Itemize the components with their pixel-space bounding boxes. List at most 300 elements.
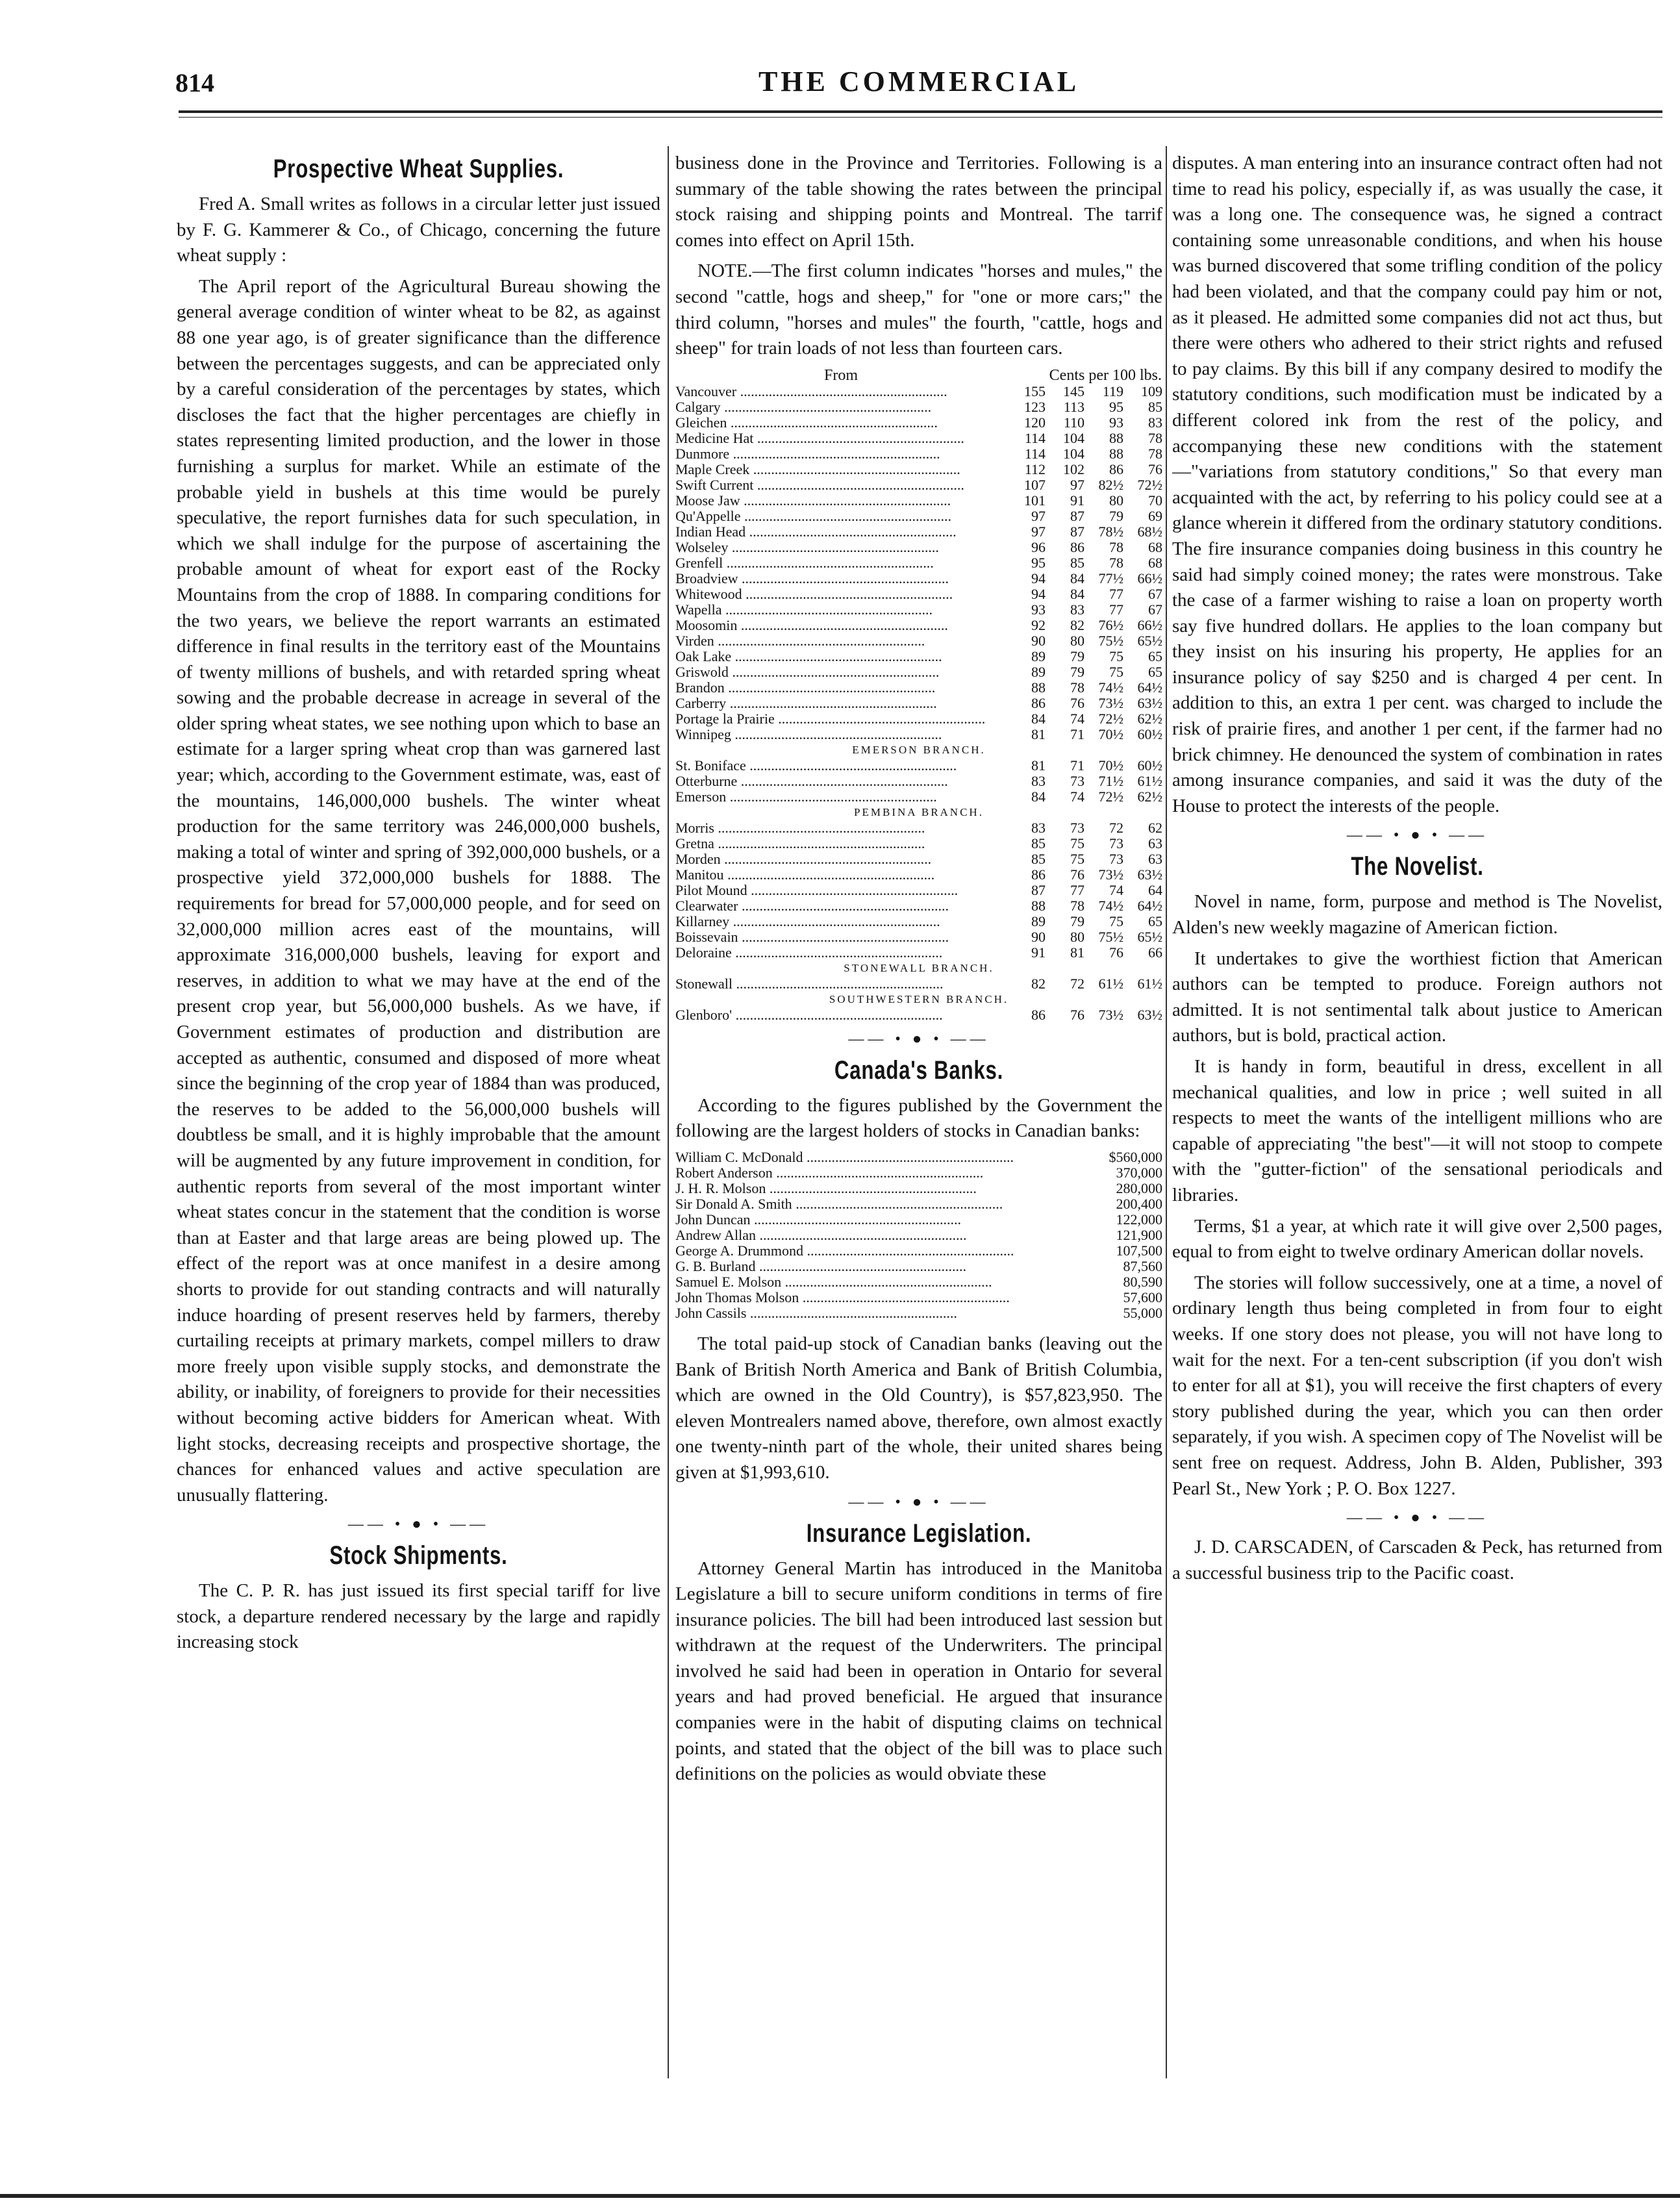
table-row (675, 945, 1162, 961)
table-row (675, 524, 1162, 540)
table-cell-value: 63½ (1137, 866, 1162, 883)
table-row (675, 680, 1162, 696)
table-cell-value: 80 (1070, 632, 1084, 649)
table-row (675, 415, 1162, 431)
table-cell-value: 76½ (1098, 616, 1123, 633)
table-cell-value: 68 (1148, 538, 1162, 555)
table-cell-name: William C. McDonald ..... (675, 1150, 1084, 1165)
paragraph: According to the figures published by the Government the following are the largest holders of stocks in Canadian banks: (675, 1094, 1162, 1142)
table-cell-value: 122,000 (1116, 1211, 1162, 1228)
table-row (675, 399, 1162, 415)
table-cell-value: 114 (1024, 445, 1046, 462)
table-cell-value: 61½ (1098, 975, 1123, 992)
table-cell-name: Morden ..... (675, 851, 1007, 867)
table-row (675, 820, 1162, 836)
table-cell-value: 87 (1070, 523, 1084, 540)
table-cell-name: Carberry ..... (675, 696, 1007, 711)
table-cell-value: 79 (1070, 913, 1084, 929)
table-cell-name: Stonewall ..... (675, 976, 1007, 992)
table-cell-value: 64½ (1137, 679, 1162, 696)
table-cell-value: 84 (1070, 570, 1084, 586)
branch-heading: SOUTHWESTERN BRANCH. (829, 992, 1009, 1005)
table-cell-value: 73 (1109, 835, 1123, 851)
table-cell-value: 370,000 (1116, 1164, 1162, 1181)
table-cell-name: Samuel E. Molson ..... (675, 1274, 1084, 1290)
table-cell-value: 91 (1070, 492, 1084, 509)
table-cell-name: John Cassils ..... (675, 1305, 1084, 1321)
table-cell-value: 76 (1070, 866, 1084, 883)
table-cell-value: 57,600 (1123, 1289, 1162, 1305)
table-cell-name: Andrew Allan ..... (675, 1228, 1084, 1243)
table-cell-value: 83 (1031, 819, 1046, 836)
table-cell-value: 104 (1063, 445, 1084, 462)
table-cell-value: 85 (1070, 554, 1084, 571)
table-cell-name: Sir Donald A. Smith ..... (675, 1196, 1084, 1212)
table-cell-value: 75 (1070, 835, 1084, 851)
table-cell-value: 93 (1109, 414, 1123, 431)
paragraph: J. D. CARSCADEN, of Carscaden & Peck, has returned from a successful business trip to the Pacific coast. (1172, 1537, 1662, 1583)
table-row (675, 540, 1162, 555)
table-cell-value: 55,000 (1123, 1304, 1162, 1321)
table-cell-value: 63½ (1137, 1006, 1162, 1023)
table-cell-value: 70½ (1098, 757, 1123, 774)
table-cell-name: Gleichen ..... (675, 415, 1007, 431)
table-cell-value: 90 (1031, 632, 1046, 649)
table-cell-value: 77 (1109, 585, 1123, 602)
table-cell-value: 123 (1024, 398, 1046, 415)
table-cell-value: 71 (1070, 725, 1084, 742)
section-ornament: —— • ● • —— (848, 1493, 990, 1511)
table-cell-value: 84 (1031, 788, 1046, 805)
branch-heading: STONEWALL BRANCH. (844, 961, 994, 974)
table-cell-value: 72 (1070, 975, 1084, 992)
table-row (675, 477, 1162, 493)
table-cell-value: 70½ (1098, 725, 1123, 742)
table-cell-name: St. Boniface ..... (675, 758, 1007, 774)
table-cell-value: 86 (1031, 866, 1046, 883)
table-cell-value: 67 (1148, 585, 1162, 602)
table-cell-value: 75 (1109, 913, 1123, 929)
table-cell-value: 121,900 (1116, 1226, 1162, 1243)
table-row (675, 1196, 1162, 1212)
table-cell-value: 77½ (1098, 570, 1123, 586)
header-from: From (823, 366, 858, 384)
table-cell-value: 66½ (1137, 616, 1162, 633)
table-row (675, 384, 1162, 399)
table-cell-name: Clearwater ..... (675, 898, 1007, 914)
table-cell-value: 82 (1070, 616, 1084, 633)
table-cell-name: Moosomin ..... (675, 618, 1007, 633)
table-cell-value: 78 (1070, 897, 1084, 914)
table-cell-name: Killarney ..... (675, 914, 1007, 929)
table-cell-value: 78 (1109, 538, 1123, 555)
table-cell-value: 64 (1148, 881, 1162, 898)
table-cell-value: 107 (1024, 476, 1046, 493)
table-row (675, 571, 1162, 586)
table-cell-value: 60½ (1137, 725, 1162, 742)
table-cell-name: Qu'Appelle ..... (675, 509, 1007, 524)
table-cell-value: 104 (1063, 429, 1084, 446)
table-row (675, 914, 1162, 929)
table-cell-value: 72½ (1098, 710, 1123, 727)
table-cell-name: Gretna ..... (675, 836, 1007, 851)
table-row (675, 1181, 1162, 1196)
table-cell-value: 76 (1070, 694, 1084, 711)
table-cell-value: 77 (1109, 601, 1123, 618)
header-rule-thin (179, 117, 1662, 118)
table-row (675, 696, 1162, 711)
table-cell-value: 78 (1148, 429, 1162, 446)
table-cell-name: John Thomas Molson ..... (675, 1290, 1084, 1305)
table-cell-name: Morris ..... (675, 820, 1007, 836)
table-cell-value: 88 (1031, 897, 1046, 914)
table-cell-value: 75 (1109, 648, 1123, 664)
article-title: Canada's Banks. (834, 1055, 1004, 1085)
table-cell-value: 84 (1031, 710, 1046, 727)
table-row (675, 1305, 1162, 1321)
table-row (675, 1259, 1162, 1274)
table-cell-value: 85 (1031, 835, 1046, 851)
rates-header (675, 367, 1162, 384)
table-cell-value: 74 (1109, 881, 1123, 898)
table-cell-name: G. B. Burland ..... (675, 1259, 1084, 1274)
table-cell-value: 65 (1148, 913, 1162, 929)
table-cell-name: Vancouver ..... (675, 384, 1007, 399)
table-cell-value: 120 (1024, 414, 1046, 431)
table-cell-value: 76 (1070, 1006, 1084, 1023)
table-row (675, 1228, 1162, 1243)
table-cell-value: 78 (1070, 679, 1084, 696)
table-cell-value: 88 (1109, 445, 1123, 462)
table-cell-value: 61½ (1137, 772, 1162, 789)
table-cell-value: 78 (1109, 554, 1123, 571)
table-row (675, 1150, 1162, 1165)
header-cents: Cents per 100 lbs. (1049, 366, 1162, 384)
table-cell-name: Deloraine ..... (675, 945, 1007, 961)
table-cell-name: Winnipeg ..... (675, 727, 1007, 742)
page-header (175, 65, 1662, 104)
table-cell-value: 83 (1070, 601, 1084, 618)
table-cell-name: Griswold ..... (675, 664, 1007, 680)
holders-table (675, 1150, 1162, 1321)
table-cell-value: 68½ (1137, 523, 1162, 540)
table-cell-name: Whitewood ..... (675, 586, 1007, 602)
table-cell-name: Portage la Prairie ..... (675, 711, 1007, 727)
table-row (675, 851, 1162, 867)
table-cell-value: 76 (1148, 460, 1162, 477)
table-cell-value: 86 (1109, 460, 1123, 477)
table-cell-value: 63½ (1137, 694, 1162, 711)
table-cell-name: Robert Anderson ..... (675, 1165, 1084, 1181)
table-cell-name: Otterburne ..... (675, 774, 1007, 789)
table-cell-value: 155 (1024, 383, 1046, 399)
table-row (675, 898, 1162, 914)
table-row (675, 431, 1162, 446)
table-cell-name: Boissevain ..... (675, 929, 1007, 945)
bottom-rule (0, 2194, 1680, 2198)
table-cell-value: 65½ (1137, 928, 1162, 945)
table-cell-value: 72½ (1137, 476, 1162, 493)
table-cell-value: 62½ (1137, 788, 1162, 805)
table-cell-value: 73 (1070, 772, 1084, 789)
table-cell-value: 72 (1109, 819, 1123, 836)
table-cell-value: 145 (1063, 383, 1084, 399)
table-cell-value: 75½ (1098, 632, 1123, 649)
table-cell-value: 79 (1109, 507, 1123, 524)
header-rule (179, 110, 1662, 113)
table-cell-name: Virden ..... (675, 633, 1007, 649)
table-cell-value: 85 (1148, 398, 1162, 415)
section-ornament: —— • ● • —— (1346, 827, 1488, 844)
table-cell-value: 86 (1070, 538, 1084, 555)
section-ornament: —— • ● • —— (848, 1030, 990, 1048)
paragraph: disputes. A man entering into an insurance contract often had not time to read his policy, especially if, as was usually the case, it was a long one. The consequence was, he signed a contract containing some unreasonable conditions, and when his house was burned discovered that some trifling condition of the policy had been violated, and that the company could pay him or not, as it pleased. He admitted some companies did not act thus, but there were others who adhered to their strict rights and refused to pay claims. By this bill if any company desired to modify the statutory conditions, such modification must be indicated by a different colored ink from the rest of the policy, and accompanying these new conditions with the statement—"variations from statutory conditions," So that every man acquainted with the act, by referring to his policy could see at a glance wherein it differed from the ordinary statutory conditions. The fire insurance companies doing business in this country he said had simply coined money; the rates were monstrous. Take the case of a farmer wishing to raise a loan on property worth say five hundred dollars. He applies to the loan company but they insist on his insuring his property, He applies for an insurance policy of say $250 and is charged 4 per cent. In addition to this, an extra 1 per cent. was charged to include the risk of prairie fires, and another 1 per cent, if the farmer had no brick chimney. He denounced the system of combination in rates among insurance companies, and said it was the duty of the House to protect the interests of the people. (1172, 153, 1662, 816)
article-title: The Novelist. (1351, 852, 1484, 881)
table-cell-value: 74 (1070, 788, 1084, 805)
table-cell-name: Wolseley ..... (675, 540, 1007, 555)
table-cell-value: 84 (1070, 585, 1084, 602)
section-ornament: —— • ● • —— (1346, 1509, 1488, 1527)
table-cell-value: 89 (1031, 648, 1046, 664)
table-cell-value: 94 (1031, 570, 1046, 586)
table-cell-value: 80,590 (1123, 1273, 1162, 1290)
table-cell-value: 75 (1070, 850, 1084, 867)
table-cell-value: 74 (1070, 710, 1084, 727)
table-cell-name: Emerson ..... (675, 789, 1007, 805)
table-cell-value: 95 (1109, 398, 1123, 415)
table-cell-value: 61½ (1137, 975, 1162, 992)
article-title: Insurance Legislation. (806, 1518, 1032, 1548)
paragraph: It is handy in form, beautiful in dress, excellent in all mechanical qualities, and low in price ; well suited in all respects to meet the wants of the intelligent millions who are capable of appreciating "the best"—it will not stoop to compete with the "gutter-fiction" of the sensational periodicals and libraries. (1172, 1056, 1662, 1205)
table-cell-value: 66½ (1137, 570, 1162, 586)
table-cell-name: Maple Creek ..... (675, 462, 1007, 477)
table-row (675, 1165, 1162, 1181)
table-cell-value: 81 (1031, 725, 1046, 742)
table-cell-name: George A. Drummond ..... (675, 1243, 1084, 1259)
table-cell-value: 76 (1109, 944, 1123, 961)
table-row (675, 867, 1162, 883)
table-cell-value: 86 (1031, 694, 1046, 711)
table-cell-value: 66 (1148, 944, 1162, 961)
table-cell-value: 94 (1031, 585, 1046, 602)
table-cell-value: 62 (1148, 819, 1162, 836)
table-cell-value: 87 (1070, 507, 1084, 524)
table-cell-value: 97 (1031, 523, 1046, 540)
column-3 (1172, 151, 1662, 1591)
table-cell-value: 73 (1070, 819, 1084, 836)
table-cell-value: 60½ (1137, 757, 1162, 774)
column-1 (177, 151, 660, 1661)
table-cell-value: 73½ (1098, 694, 1123, 711)
table-cell-value: 75 (1109, 663, 1123, 680)
table-cell-value: 78½ (1098, 523, 1123, 540)
paragraph: The April report of the Agricultural Bureau showing the general average condition of winter wheat to be 82, as against 88 one year ago, is of greater significance than the difference between the percentages suggests, and can be appreciated only by a careful consideration of the percentages by states, which discloses the fact that the higher percentages are chiefly in states representing limited production, and the lower in those furnishing a surplus for market. While an estimate of the probable yield in bushels at this time would be purely speculative, the report furnishes data for such speculation, in which we shall indulge for the purpose of ascertaining the probable amount of wheat for export east of the Rocky Mountains from the crop of 1888. In comparing conditions for the two years, we believe the report warrants an estimated difference in final results in the territory east of the Mountains of twenty millions of bushels, and with retarded spring wheat sowing and the probable decrease in acreage in several of the older spring wheat states, we see nothing upon which to base an estimate for a larger spring wheat crop than was garnered last year; which, according to the Government estimate, was, east of the mountains, 146,000,000 bushels. The winter wheat production for the same territory was 246,000,000 bushels, making a total of winter and spring of 392,000,000 bushels, or a prospective yield 372,000,000 bushels for 1888. The requirements for bread for 57,000,000 people, and for seed on 32,000,000 million acres east of the mountains, will approximate 316,000,000 bushels, leaving for export and reserves, in addition to what we may have at the end of the present crop year, but 56,000,000 bushels. As we have, if Government estimates of production and distribution are accepted as authentic, consumed and disposed of more wheat since the beginning of the crop year of 1884 than was produced, the reserves to be added to the 56,000,000 bushels will doubtless be small, and it is highly improbable that the amount will be augmented by any future improvement in condition, for authentic reports from several of the most important winter wheat states concur in the statement that the condition is worse than at Easter and that large areas are being plowed up. The effect of the report was at once manifest in a desire among shorts to provide for out standing contracts and will naturally induce hoarding of present reserves held by farmers, thereby curtailing receipts at primary markets, compel millers to draw more freely upon visible supply stocks, and demonstrate the ability, or inability, of foreigners to provide for their necessities without becoming active bidders for American wheat. With light stocks, decreasing receipts and prospective shortage, the chances for enhanced values and active speculation are unusually flattering. (177, 275, 660, 1506)
table-cell-value: 90 (1031, 928, 1046, 945)
table-cell-value: 89 (1031, 663, 1046, 680)
table-row (675, 493, 1162, 509)
table-cell-name: Moose Jaw ..... (675, 493, 1007, 509)
table-cell-name: Indian Head ..... (675, 524, 1007, 540)
table-cell-value: 68 (1148, 554, 1162, 571)
table-row (675, 649, 1162, 664)
table-cell-value: 97 (1031, 507, 1046, 524)
table-cell-value: 71 (1070, 757, 1084, 774)
table-cell-value: 89 (1031, 913, 1046, 929)
table-cell-value: 280,000 (1116, 1179, 1162, 1196)
table-row (675, 664, 1162, 680)
table-cell-value: 82 (1031, 975, 1046, 992)
table-cell-value: 71½ (1098, 772, 1123, 789)
table-cell-value: 73½ (1098, 866, 1123, 883)
table-row (675, 633, 1162, 649)
table-cell-value: 74½ (1098, 679, 1123, 696)
paragraph: The stories will follow successively, one at a time, a novel of ordinary length thus being completed in from four to eight weeks. If one story does not please, you will not have long to wait for the next. For a ten-cent subscription (if you don't wish to enter for all at $1), you will receive the first chapters of every story published during the year, which you can then order separately, if you wish. A specimen copy of The Novelist will be sent free on request. Address, John B. Alden, Publisher, 393 Pearl St., New York ; P. O. Box 1227. (1172, 1272, 1662, 1499)
table-row (675, 883, 1162, 898)
table-cell-value: 72½ (1098, 788, 1123, 805)
table-row (675, 789, 1162, 805)
table-row (675, 602, 1162, 618)
table-cell-value: 109 (1141, 383, 1162, 399)
table-cell-value: 78 (1148, 445, 1162, 462)
table-row (675, 1007, 1162, 1023)
table-cell-value: 88 (1109, 429, 1123, 446)
table-cell-value: $560,000 (1109, 1148, 1162, 1165)
table-cell-value: 85 (1031, 850, 1046, 867)
table-cell-name: Calgary ..... (675, 399, 1007, 415)
table-cell-value: 81 (1031, 757, 1046, 774)
table-cell-value: 74½ (1098, 897, 1123, 914)
paragraph: The total paid-up stock of Canadian banks (leaving out the Bank of British North America and Bank of British Columbia, which are owned in the Old Country), is $57,823,950. The eleven Montrealers named above, therefore, own almost exactly one twenty-ninth part of the whole, their united shares being given at $1,993,610. (675, 1333, 1162, 1483)
section-ornament: —— • ● • —— (347, 1516, 490, 1533)
table-cell-value: 83 (1031, 772, 1046, 789)
table-cell-value: 73 (1109, 850, 1123, 867)
table-cell-value: 63 (1148, 850, 1162, 867)
table-cell-value: 79 (1070, 648, 1084, 664)
rates-table (675, 367, 1162, 1023)
table-row (675, 509, 1162, 524)
table-row (675, 711, 1162, 727)
table-cell-value: 64½ (1137, 897, 1162, 914)
table-row (675, 462, 1162, 477)
table-cell-name: Grenfell ..... (675, 555, 1007, 571)
page-number: 814 (175, 68, 214, 97)
table-row (675, 1243, 1162, 1259)
table-cell-value: 114 (1024, 429, 1046, 446)
table-row (675, 727, 1162, 742)
table-cell-value: 65½ (1137, 632, 1162, 649)
table-row (675, 774, 1162, 789)
table-cell-value: 82½ (1098, 476, 1123, 493)
branch-heading: EMERSON BRANCH. (852, 743, 986, 756)
table-cell-value: 91 (1031, 944, 1046, 961)
table-cell-value: 92 (1031, 616, 1046, 633)
table-cell-name: John Duncan ..... (675, 1212, 1084, 1228)
paragraph: Fred A. Small writes as follows in a circular letter just issued by F. G. Kammerer & Co., of Chicago, concerning the future wheat supply : (177, 194, 660, 266)
table-cell-value: 67 (1148, 601, 1162, 618)
table-cell-value: 96 (1031, 538, 1046, 555)
table-cell-value: 73½ (1098, 1006, 1123, 1023)
paragraph: It undertakes to give the worthiest fiction that American authors can be tempted to produce. Foreign authors not admitted. It is not sentimental talk about justice to American authors, but is bold, practical action. (1172, 948, 1662, 1046)
table-row (675, 836, 1162, 851)
table-cell-value: 65 (1148, 663, 1162, 680)
table-row (675, 1290, 1162, 1305)
table-cell-value: 110 (1063, 414, 1084, 431)
table-cell-value: 200,400 (1116, 1195, 1162, 1212)
table-row (675, 446, 1162, 462)
column-divider (1166, 146, 1167, 2078)
column-divider (668, 146, 669, 2078)
table-cell-name: Swift Current ..... (675, 477, 1007, 493)
table-cell-value: 101 (1024, 492, 1046, 509)
table-row (675, 586, 1162, 602)
table-row (675, 1274, 1162, 1290)
table-cell-value: 102 (1063, 460, 1084, 477)
table-cell-name: Pilot Mound ..... (675, 883, 1007, 898)
table-cell-value: 97 (1070, 476, 1084, 493)
masthead-title: THE COMMERCIAL (758, 66, 1080, 97)
branch-heading: PEMBINA BRANCH. (854, 805, 984, 818)
table-row (675, 976, 1162, 992)
table-cell-name: Oak Lake ..... (675, 649, 1007, 664)
table-cell-value: 70 (1148, 492, 1162, 509)
paragraph: The C. P. R. has just issued its first special tariff for live stock, a departure rendered necessary by the large and rapidly increasing stock (177, 1580, 660, 1653)
table-cell-value: 81 (1070, 944, 1084, 961)
table-cell-value: 119 (1102, 383, 1123, 399)
table-cell-name: Broadview ..... (675, 571, 1007, 586)
article-title: Prospective Wheat Supplies. (273, 155, 564, 183)
table-cell-value: 86 (1031, 1006, 1046, 1023)
table-cell-value: 113 (1063, 398, 1084, 415)
paragraph: Novel in name, form, purpose and method is The Novelist, Alden's new weekly magazine of American fiction. (1172, 891, 1662, 939)
table-cell-value: 79 (1070, 663, 1084, 680)
table-cell-value: 87,560 (1123, 1257, 1162, 1274)
table-cell-value: 112 (1024, 460, 1046, 477)
table-cell-value: 63 (1148, 835, 1162, 851)
paragraph: Attorney General Martin has introduced in the Manitoba Legislature a bill to secure uniform conditions in terms of fire insurance policies. The bill had been introduced last session but withdrawn at the request of the Underwriters. The principal involved he said had been in operation in Ontario for several years and had proved beneficial. He argued that insurance companies were in the habit of disputing claims on technical points, and stated that the object of the bill was to place such definitions on the policies as would obviate these (675, 1557, 1162, 1785)
table-cell-value: 107,500 (1116, 1242, 1162, 1259)
table-cell-name: Manitou ..... (675, 867, 1007, 883)
table-cell-name: Wapella ..... (675, 602, 1007, 618)
table-cell-name: Dunmore ..... (675, 446, 1007, 462)
table-cell-value: 80 (1109, 492, 1123, 509)
table-cell-value: 75½ (1098, 928, 1123, 945)
table-cell-name: Brandon ..... (675, 680, 1007, 696)
paragraph: Terms, $1 a year, at which rate it will give over 2,500 pages, equal to from eight to twelve ordinary American dollar novels. (1172, 1215, 1662, 1263)
table-row (675, 1212, 1162, 1228)
table-cell-value: 93 (1031, 601, 1046, 618)
paragraph: NOTE.—The first column indicates "horses and mules," the second "cattle, hogs and sheep," for "one or more cars;" the third column, "horses and mules" the fourth, "cattle, hogs and sheep" for train loads of not less than fourteen cars. (675, 260, 1162, 359)
table-row (675, 758, 1162, 774)
table-cell-value: 77 (1070, 881, 1084, 898)
table-cell-value: 80 (1070, 928, 1084, 945)
table-cell-value: 87 (1031, 881, 1046, 898)
table-cell-value: 69 (1148, 507, 1162, 524)
table-cell-value: 95 (1031, 554, 1046, 571)
paragraph: business done in the Province and Territories. Following is a summary of the table showing the rates between the principal stock raising and shipping points and Montreal. The tarrif comes into effect on April 15th. (675, 153, 1162, 251)
table-row (675, 618, 1162, 633)
table-cell-name: Glenboro' ..... (675, 1007, 1007, 1023)
table-cell-value: 65 (1148, 648, 1162, 664)
table-cell-value: 62½ (1137, 710, 1162, 727)
article-title: Stock Shipments. (329, 1541, 508, 1570)
table-row (675, 929, 1162, 945)
table-cell-name: Medicine Hat ..... (675, 431, 1007, 446)
column-2 (675, 151, 1162, 1793)
table-cell-value: 88 (1031, 679, 1046, 696)
table-row (675, 555, 1162, 571)
table-cell-name: J. H. R. Molson ..... (675, 1181, 1084, 1196)
table-cell-value: 83 (1148, 414, 1162, 431)
